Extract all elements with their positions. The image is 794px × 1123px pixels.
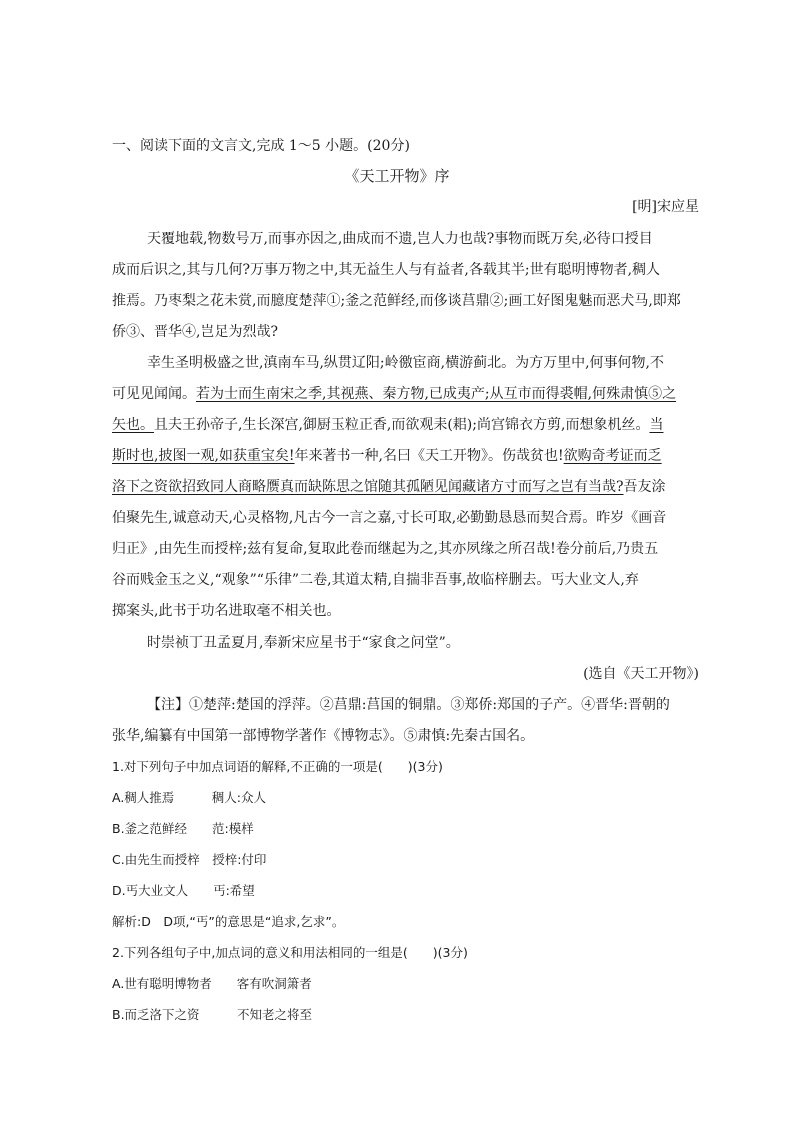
q1-option-b: B.釜之范鲜经 范:模样 [112, 821, 254, 836]
p3-line: 时崇祯丁丑孟夏月,奉新宋应星书于“家食之问堂”。 [147, 635, 460, 651]
author-line: [明]宋应星 [632, 199, 699, 215]
p2-line-7: 归正》,由先生而授梓;兹有复命,复取此卷而继起为之,其亦夙缘之所召哉!卷分前后,乃贵五 [112, 541, 659, 557]
p2-line-1: 幸生圣明极盛之世,滇南车马,纵贯辽阳;岭徼宦商,横游蓟北。为方万里中,何事何物,不 [147, 355, 664, 371]
q2-option-b: B.而乏洛下之资 不知老之将至 [112, 1007, 313, 1022]
underlined-sentence-3a: 欲购奇考证而乏 [563, 448, 662, 464]
p2-line-4-plain: 年来著书一种,名曰《天工开物》。伤哉贫也! [294, 448, 564, 464]
underlined-sentence-3b: 洛下之资欲招致同人商略赝真而缺陈思之馆随其孤陋见闻藏诸方寸而写之岂有当哉? [112, 479, 624, 495]
p1-line-1: 天覆地载,物数号万,而事亦因之,曲成而不遗,岂人力也哉?事物而既万矣,必待口授目 [147, 231, 653, 247]
p2-line-5 [112, 477, 666, 497]
underlined-sentence-1b: 矢也。 [112, 417, 154, 433]
q1-option-a: A.稠人推焉 稠人:众人 [112, 790, 267, 805]
section-heading [112, 136, 410, 156]
p2-line-6: 伯聚先生,诚意动天,心灵格物,凡古今一言之嘉,寸长可取,必勤勤恳恳而契合焉。昨岁《画音 [112, 510, 667, 526]
underlined-sentence-2a: 当 [649, 417, 664, 433]
q2-option-a: A.世有聪明博物者 客有吹洞箫者 [112, 976, 312, 991]
underlined-sentence-2b: 斯时也,披图一观,如获重宝矣! [112, 448, 295, 464]
p1-line-4: 侨③、晋华④,岂足为烈哉? [112, 324, 278, 340]
p1-line-3: 推焉。乃枣梨之花未赏,而臆度楚萍①;釜之范鲜经,而侈谈莒鼎②;画工好图鬼魅而恶犬马,即郑 [112, 293, 681, 309]
passage-title: 《天工开物》序 [344, 167, 450, 185]
p2-line-9: 掷案头,此书于功名进取毫不相关也。 [112, 603, 341, 619]
q1-option-c: C.由先生而授梓 授梓:付印 [112, 852, 267, 867]
p1-line-2: 成而后识之,其与几何?万事万物之中,其无益生人与有益者,各载其半;世有聪明博物者,稠人 [112, 262, 661, 278]
p2-line-3-plain: 且夫王孙帝子,生长深宫,御厨玉粒正香,而欲观耒(耜);尚宫锦衣方剪,而想象机丝。 [154, 417, 650, 433]
p2-line-2-plain: 可见见闻闻。 [112, 386, 196, 402]
p2-line-2 [112, 384, 676, 404]
p2-line-8: 谷而贱金玉之义,“观象”“乐律”二卷,其道太精,自揣非吾事,故临梓删去。丐大业文人,弃 [112, 572, 639, 588]
q1-option-d: D.丐大业文人 丐:希望 [112, 883, 255, 898]
note-line-1: 【注】①楚萍:楚国的浮萍。②莒鼎:莒国的铜鼎。③郑侨:郑国的子产。④晋华:晋朝的 [147, 697, 670, 713]
q1-analysis: 解析:D D项,“丐”的意思是“追求,乞求”。 [112, 914, 345, 929]
underlined-sentence-1a: 若为士而生南宋之季,其视燕、秦方物,已成夷产;从互市而得裘帽,何殊肃慎⑤之 [196, 386, 677, 402]
q1-stem: 1.对下列句子中加点词语的解释,不正确的一项是( )(3分) [112, 759, 443, 774]
q2-stem: 2.下列各组句子中,加点词的意义和用法相同的一组是( )(3分) [112, 945, 468, 960]
p2-line-4 [112, 446, 662, 466]
source-line: (选自《天工开物》) [583, 666, 699, 682]
note-line-2: 张华,编纂有中国第一部博物学著作《博物志》。⑤肃慎:先秦古国名。 [112, 728, 535, 744]
p2-line-5-plain: 吾友涂 [623, 479, 666, 495]
p2-line-3 [112, 415, 663, 435]
section-heading-text: 一、阅读下面的文言文,完成 1～5 小题。(20分) [112, 138, 410, 154]
